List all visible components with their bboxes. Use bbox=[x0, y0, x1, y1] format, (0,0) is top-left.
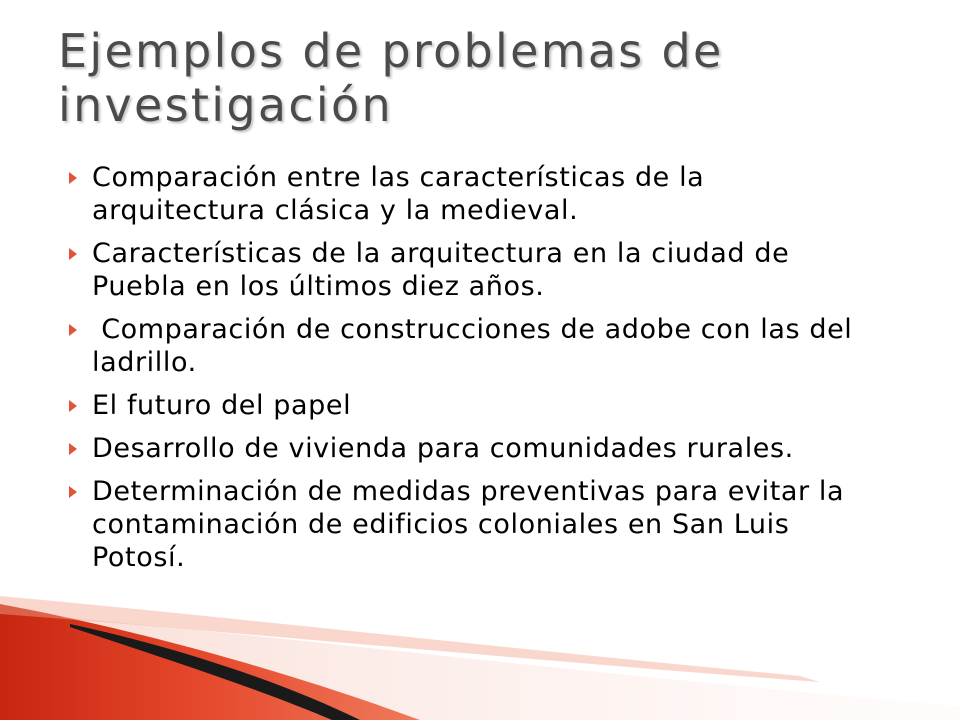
bullet-text: Determinación de medidas preventivas para evitar la contaminación de edificios coloniales en San Luis Potosí. bbox=[92, 476, 854, 573]
bullet-text: Desarrollo de vivienda para comunidades rurales. bbox=[92, 433, 794, 464]
slide-title: Ejemplos de problemas de investigación bbox=[58, 24, 724, 132]
bullet-text: El futuro del papel bbox=[92, 390, 352, 421]
bullet-text: Comparación de construcciones de adobe con las del ladrillo. bbox=[92, 314, 862, 378]
bullet-text: Características de la arquitectura en la ciudad de Puebla en los últimos diez años. bbox=[92, 238, 799, 302]
bullet-text: Comparación entre las características de la arquitectura clásica y la medieval. bbox=[92, 162, 714, 226]
